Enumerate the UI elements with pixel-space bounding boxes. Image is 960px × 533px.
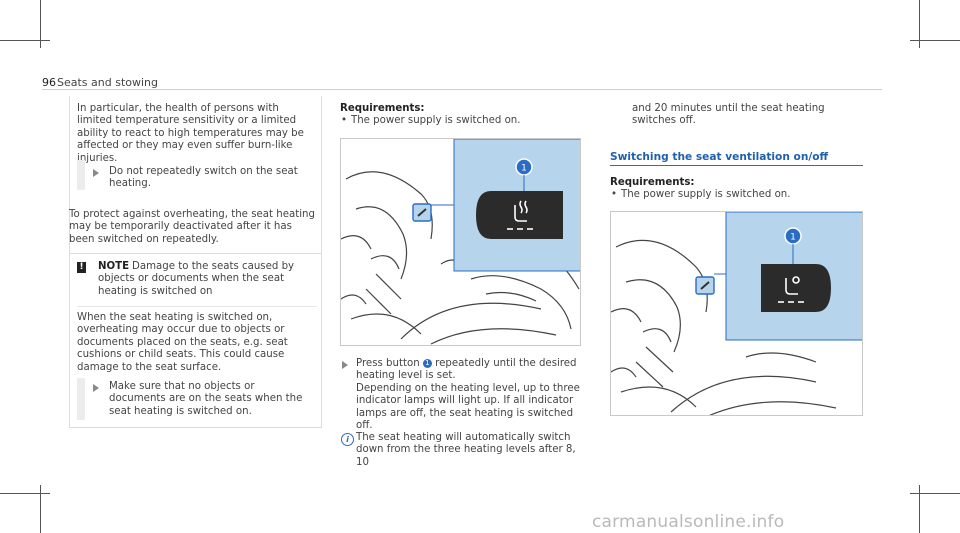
section-heading: Switching the seat ventilation on/off [610, 151, 829, 163]
watermark: carmanualsonline.info [592, 512, 785, 532]
dashboard-illustration [341, 139, 581, 346]
crop-mark [0, 493, 50, 494]
figure-seat-heating [340, 138, 581, 346]
note-label: NOTE [98, 261, 130, 272]
callout-badge-label: 1 [790, 232, 796, 243]
step-instruction [356, 358, 581, 383]
action-arrow-icon [93, 384, 99, 392]
requirements-heading: Requirements: [610, 177, 695, 188]
bullet-dot: • [341, 115, 348, 126]
intro-text: In particular, the health of persons with limited temperature sensitivity or a limited ability to react to high temperatures may be affected or they may even suffer burn-like injuries. [77, 103, 304, 164]
section-title: Seats and stowing [57, 76, 159, 89]
note-top-rule [69, 253, 322, 254]
requirement-item: The power supply is switched on. [621, 189, 791, 200]
button-ref-badge: 1 [423, 359, 432, 368]
step-detail: Depending on the heating level, up to three indicator lamps will light up. If all indicator lamps are off, the seat heating is switched off. [356, 383, 580, 432]
callout-badge-label: 1 [521, 163, 527, 174]
step-suffix: repeatedly until the desired heating level is set. [356, 358, 577, 382]
header-rule [42, 89, 882, 90]
bullet-dot: • [611, 189, 618, 200]
crop-mark [910, 493, 960, 494]
requirement-item: The power supply is switched on. [351, 115, 521, 126]
action-arrow-icon [342, 361, 348, 369]
seat-ventilation-button[interactable] [761, 264, 831, 312]
crop-mark [910, 40, 960, 41]
info-text: The seat heating will automatically switch down from the three heating levels after 8, 10 [356, 432, 576, 468]
note-divider [77, 306, 317, 307]
warning-icon: ! [77, 262, 86, 273]
note-body: When the seat heating is switched on, overheating may occur due to objects or documents placed on the seats, e.g. seat cushions or child seats. This could cause damage to the seat surface. [77, 312, 288, 373]
section-heading-rule [610, 165, 863, 166]
note-title-text: Damage to the seats caused by objects or documents when the seat heating is switched on [98, 261, 295, 297]
overheat-paragraph: To protect against overheating, the seat heating may be temporarily deactivated after it has been switched on repeatedly. [69, 209, 315, 245]
continued-text: and 20 minutes until the seat heating switches off. [632, 103, 825, 127]
step-prefix: Press button [356, 358, 420, 369]
seat-heating-button[interactable] [476, 191, 563, 239]
dashboard-illustration [611, 212, 863, 416]
action-arrow-icon [93, 169, 99, 177]
figure-seat-ventilation [610, 211, 863, 416]
page-number: 96 [42, 76, 56, 89]
crop-mark [0, 40, 50, 41]
requirements-heading: Requirements: [340, 103, 425, 114]
info-icon: i [341, 433, 354, 446]
note-action: Make sure that no objects or documents are on the seats when the seat heating is switched on. [109, 381, 303, 417]
intro-action: Do not repeatedly switch on the seat heating. [109, 166, 298, 190]
